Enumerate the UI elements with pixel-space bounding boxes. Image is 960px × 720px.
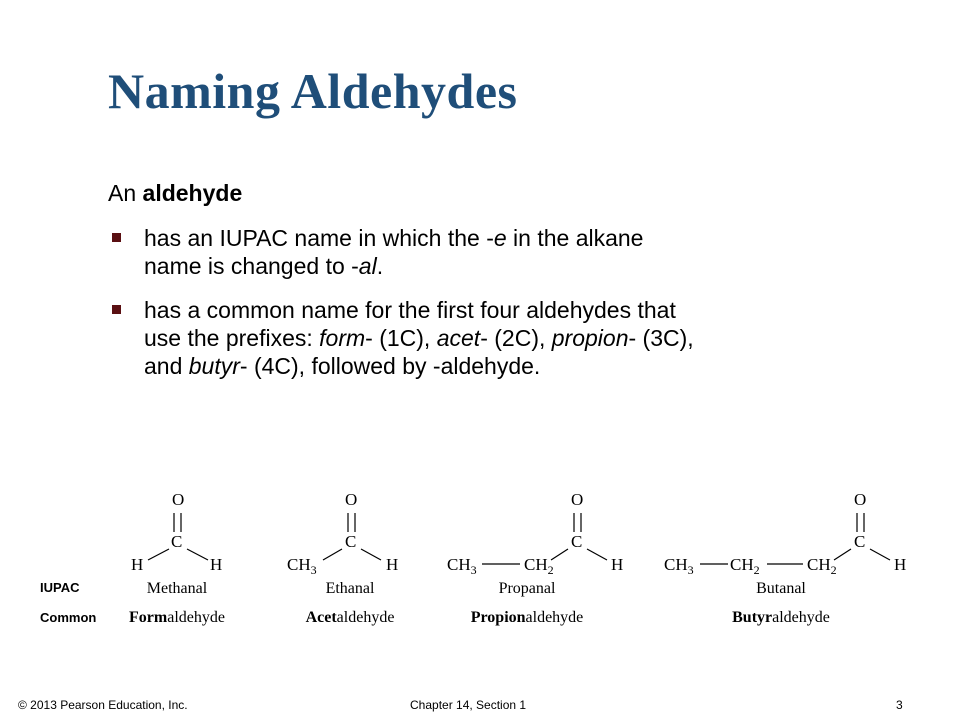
iupac-name: Methanal — [146, 580, 208, 597]
common-name: Acetaldehyde — [305, 609, 395, 626]
atom-CH3: $CH_3$ — [447, 555, 477, 577]
intro-term: aldehyde — [142, 180, 243, 206]
footer-section: Chapter 14, Section 1 — [410, 698, 527, 712]
atom-O: O — [854, 490, 867, 509]
structure-propanal — [447, 490, 623, 626]
structure-methanal — [129, 490, 225, 626]
atom-CH2: $CH_2$ — [730, 555, 760, 577]
bullet-list — [108, 224, 908, 396]
atom-H: H — [894, 555, 907, 574]
slide-title: Naming Aldehydes — [108, 63, 518, 119]
atom-C: C — [171, 532, 183, 551]
bullet-item — [108, 224, 908, 280]
intro-prefix: An — [108, 180, 143, 206]
atom-O: O — [172, 490, 185, 509]
bullet-text: use the prefixes: — [144, 325, 320, 351]
atom-CH3: $CH_3$ — [287, 555, 317, 577]
bullet-text: and — [144, 353, 189, 379]
intro-line — [108, 180, 242, 207]
atom-C: C — [854, 532, 866, 551]
atom-C: C — [345, 532, 357, 551]
bullet-line — [144, 324, 908, 352]
square-bullet-icon — [112, 305, 121, 314]
bullet-text: al — [358, 253, 377, 279]
structure-ethanal — [287, 490, 398, 626]
row-label-iupac: IUPAC — [40, 580, 80, 595]
atom-H: H — [611, 555, 624, 574]
common-name: Propionaldehyde — [470, 609, 584, 626]
footer-page-number: 3 — [896, 698, 903, 712]
atom-H: H — [386, 555, 399, 574]
single-bond — [551, 549, 568, 560]
atom-CH2: $CH_2$ — [524, 555, 554, 577]
row-label-common: Common — [40, 610, 97, 625]
bullet-item — [108, 296, 908, 380]
bullet-text: propion — [551, 325, 629, 351]
atom-H: H — [210, 555, 223, 574]
single-bond — [323, 549, 342, 560]
bullet-line — [144, 224, 908, 252]
iupac-name: Butanal — [756, 580, 806, 597]
iupac-name: Propanal — [498, 580, 556, 597]
atom-O: O — [571, 490, 584, 509]
bullet-text: name is changed to - — [144, 253, 359, 279]
common-name: Butyraldehyde — [732, 609, 830, 626]
bullet-text: e — [493, 225, 507, 251]
bullet-line — [144, 296, 908, 324]
atom-C: C — [571, 532, 583, 551]
single-bond — [870, 549, 890, 560]
bullet-text: - (3C), — [628, 325, 694, 351]
atom-CH3: $CH_3$ — [664, 555, 694, 577]
square-bullet-icon — [112, 233, 121, 242]
single-bond — [361, 549, 381, 560]
bullet-text: form — [319, 325, 366, 351]
single-bond — [187, 549, 208, 560]
bullet-text: butyr — [188, 353, 240, 379]
bullet-text: . — [376, 253, 384, 279]
iupac-name: Ethanal — [325, 580, 375, 597]
atom-O: O — [345, 490, 358, 509]
bullet-text: - (4C), followed by -aldehyde. — [239, 353, 541, 379]
bullet-text: acet — [436, 325, 481, 351]
bullet-text: in the alkane — [506, 225, 644, 251]
bullet-line — [144, 252, 908, 280]
single-bond — [834, 549, 851, 560]
bullet-text: has a common name for the first four aldehydes that — [144, 297, 676, 323]
common-name: Formaldehyde — [129, 609, 225, 626]
single-bond — [587, 549, 607, 560]
structure-butanal — [664, 490, 906, 626]
bullet-text: - (1C), — [365, 325, 437, 351]
single-bond — [148, 549, 169, 560]
aldehyde-structures-figure — [0, 475, 960, 635]
atom-H: H — [131, 555, 144, 574]
footer-copyright: © 2013 Pearson Education, Inc. — [18, 698, 188, 712]
bullet-line — [144, 352, 908, 380]
atom-CH2: $CH_2$ — [807, 555, 837, 577]
bullet-text: - (2C), — [480, 325, 552, 351]
bullet-text: has an IUPAC name in which the - — [144, 225, 494, 251]
